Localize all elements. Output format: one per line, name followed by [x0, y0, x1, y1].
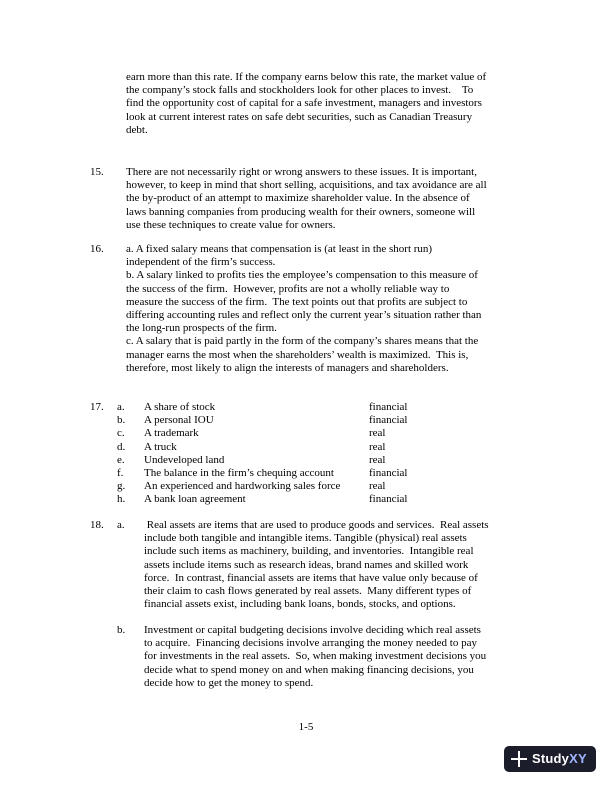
sub-part-letter-a: a.	[117, 519, 125, 531]
answer-15	[126, 166, 522, 232]
text-line: Investment or capital budgeting decisions involve deciding which real assets	[144, 624, 481, 636]
text-line: decide how to get the money to spend.	[144, 676, 314, 689]
answer-18b	[144, 624, 522, 690]
asset-type: financial	[369, 467, 408, 479]
asset-type: real	[369, 480, 386, 493]
asset-name: A trademark	[144, 427, 199, 440]
intro-paragraph	[126, 71, 522, 137]
text-line: b. A salary linked to profits ties the employee’s compensation to this measure of	[126, 269, 478, 282]
asset-type: financial	[369, 401, 408, 413]
answer-18a	[144, 519, 522, 611]
list-item	[90, 414, 530, 427]
text-line: however, to keep in mind that short selling, acquisitions, and tax avoidance are all	[126, 179, 487, 192]
text-line: assets include items such as research ideas, brand names and skilled work	[144, 558, 469, 571]
text-line: to acquire. Financing decisions involve arranging the money needed to pay	[144, 637, 477, 650]
text-line: decide what to spend money on and when making financing decisions, you	[144, 663, 474, 676]
text-line: use these techniques to create value for owners.	[126, 218, 336, 231]
question-number-18: 18.	[90, 519, 104, 531]
item-letter: e.	[117, 453, 125, 466]
text-line: therefore, most likely to align the interests of managers and shareholders.	[126, 361, 449, 374]
item-letter: b.	[117, 414, 126, 427]
brand-accent: XY	[569, 751, 587, 766]
item-letter: c.	[117, 427, 125, 440]
item-letter: g.	[117, 480, 126, 493]
text-line: differing accounting rules and reflect only the current year’s situation rather than	[126, 309, 482, 322]
list-item	[90, 454, 530, 467]
text-line: the company’s stock falls and stockholders look for other places to invest. To	[126, 84, 474, 97]
list-item	[90, 401, 530, 414]
text-line: financial assets exist, including bank loans, bonds, stocks, and options.	[144, 598, 456, 611]
item-letter: h.	[117, 493, 126, 506]
text-line: look at current interest rates on safe debt securities, such as Canadian Treasury	[126, 110, 473, 123]
answer-16	[126, 243, 522, 375]
question-number-15: 15.	[90, 166, 104, 178]
asset-name: A personal IOU	[144, 414, 214, 427]
asset-name: Undeveloped land	[144, 453, 225, 466]
asset-type: real	[369, 453, 386, 466]
asset-name: A bank loan agreement	[144, 493, 246, 506]
text-line: include both tangible and intangible items. Tangible (physical) real assets	[144, 532, 467, 545]
sub-part-letter-b: b.	[117, 624, 126, 636]
text-line: debt.	[126, 123, 148, 136]
text-line: include such items as machinery, building, and inventories. Intangible real	[144, 545, 474, 558]
list-item	[90, 441, 530, 454]
text-line: manager earns the most when the shareholders’ wealth is maximized. This is,	[126, 348, 469, 361]
asset-type: real	[369, 440, 386, 453]
text-line: c. A salary that is paid partly in the form of the company’s shares means that the	[126, 335, 479, 348]
studyxy-watermark[interactable]	[504, 746, 596, 772]
text-line: independent of the firm’s success.	[126, 256, 276, 269]
asset-type: financial	[369, 493, 408, 506]
item-letter: d.	[117, 440, 126, 453]
list-item	[90, 467, 530, 480]
item-letter: a.	[117, 401, 125, 413]
text-line: their claim to cash flows generated by real assets. Many different types of	[144, 585, 472, 598]
asset-type: financial	[369, 414, 408, 427]
text-line: find the opportunity cost of capital for a safe investment, managers and investors	[126, 97, 482, 110]
text-line: There are not necessarily right or wrong answers to these issues. It is important,	[126, 166, 477, 178]
list-item	[90, 427, 530, 440]
text-line: laws banning companies from producing wealth for their owners, someone will	[126, 205, 476, 218]
text-line: measure the success of the firm. The text points out that profits are subject to	[126, 295, 468, 308]
text-line: for investments in the real assets. So, when making investment decisions you	[144, 650, 487, 663]
asset-name: An experienced and hardworking sales force	[144, 480, 341, 493]
text-line: earn more than this rate. If the company earns below this rate, the market value of	[126, 71, 487, 83]
asset-name: A share of stock	[144, 401, 216, 413]
list-item	[90, 480, 530, 493]
text-line: the by-product of an attempt to maximize shareholder value. In the absence of	[126, 192, 470, 205]
asset-name: A truck	[144, 440, 177, 453]
text-line: the success of the firm. However, profits are not a wholly reliable way to	[126, 282, 450, 295]
item-letter: f.	[117, 467, 124, 479]
text-line: the long-run prospects of the firm.	[126, 322, 277, 335]
page-number: 1-5	[298, 721, 314, 733]
question-number-16: 16.	[90, 243, 104, 255]
question-number-17: 17.	[90, 401, 104, 413]
asset-type: real	[369, 427, 386, 440]
asset-name: The balance in the firm’s chequing account	[144, 467, 334, 479]
brand-wordmark	[532, 746, 587, 772]
plus-icon	[510, 750, 528, 768]
text-line: Real assets are items that are used to produce goods and services. Real assets	[144, 519, 489, 531]
list-item	[90, 493, 530, 506]
brand-main: Study	[532, 751, 570, 766]
text-line: a. A fixed salary means that compensation is (at least in the short run)	[126, 243, 433, 255]
text-line: force. In contrast, financial assets are items that have value only because of	[144, 571, 478, 584]
